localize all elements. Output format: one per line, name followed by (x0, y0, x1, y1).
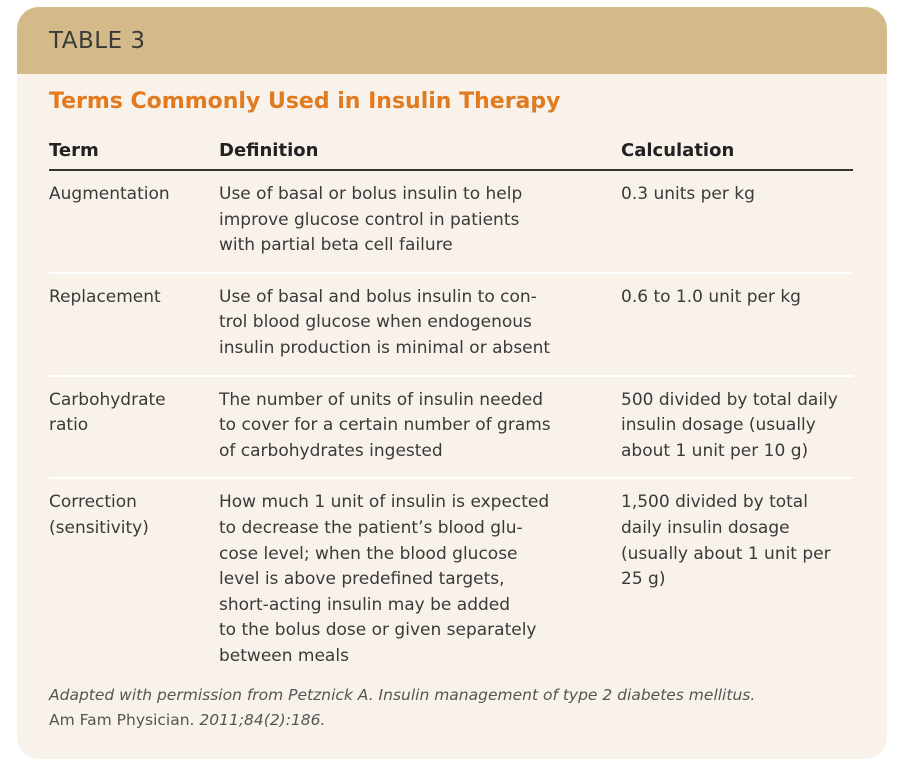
calculation-cell: 1,500 divided by total daily insulin dosage (usually about 1 unit per 25 g) (621, 492, 831, 590)
calculation-cell: 500 divided by total daily insulin dosage (usually about 1 unit per 10 g) (621, 389, 838, 461)
term-cell: Carbohydrate ratio (49, 389, 166, 436)
table-header-band (17, 7, 887, 74)
table-row (49, 479, 853, 682)
calculation-cell: 0.3 units per kg (621, 184, 755, 204)
table-card (17, 7, 887, 759)
column-header-definition: Definition (219, 139, 319, 161)
column-header-term: Term (49, 139, 99, 161)
source-citation: 2011;84(2):186. (194, 711, 326, 729)
terms-table (49, 131, 853, 683)
source-note (49, 683, 869, 733)
table-row (49, 377, 853, 480)
definition-cell: How much 1 unit of insulin is expected to decrease the patient’s blood glu- cose level; when the blood glucose level is above predefined targets, short-acting insulin may be added to the bolus dose or given separately between meals (219, 492, 550, 666)
table-row (49, 171, 853, 274)
table-header-row (49, 131, 853, 171)
table-number-label: TABLE 3 (49, 27, 146, 54)
definition-cell: Use of basal and bolus insulin to con- trol blood glucose when endogenous insulin production is minimal or absent (219, 286, 551, 358)
table-row (49, 274, 853, 377)
table-title: Terms Commonly Used in Insulin Therapy (49, 89, 561, 114)
definition-cell: The number of units of insulin needed to cover for a certain number of grams of carbohydrates ingested (219, 389, 551, 461)
column-header-calculation: Calculation (621, 139, 735, 161)
source-journal: Am Fam Physician. (49, 711, 195, 729)
term-cell: Augmentation (49, 184, 170, 204)
term-cell: Replacement (49, 286, 161, 307)
source-text: Adapted with permission from Petznick A. Insulin management of type 2 diabetes mellitus. (49, 686, 756, 704)
definition-cell: Use of basal or bolus insulin to help improve glucose control in patients with partial beta cell failure (219, 184, 523, 256)
calculation-cell: 0.6 to 1.0 unit per kg (621, 286, 801, 307)
term-cell: Correction (sensitivity) (49, 492, 149, 538)
